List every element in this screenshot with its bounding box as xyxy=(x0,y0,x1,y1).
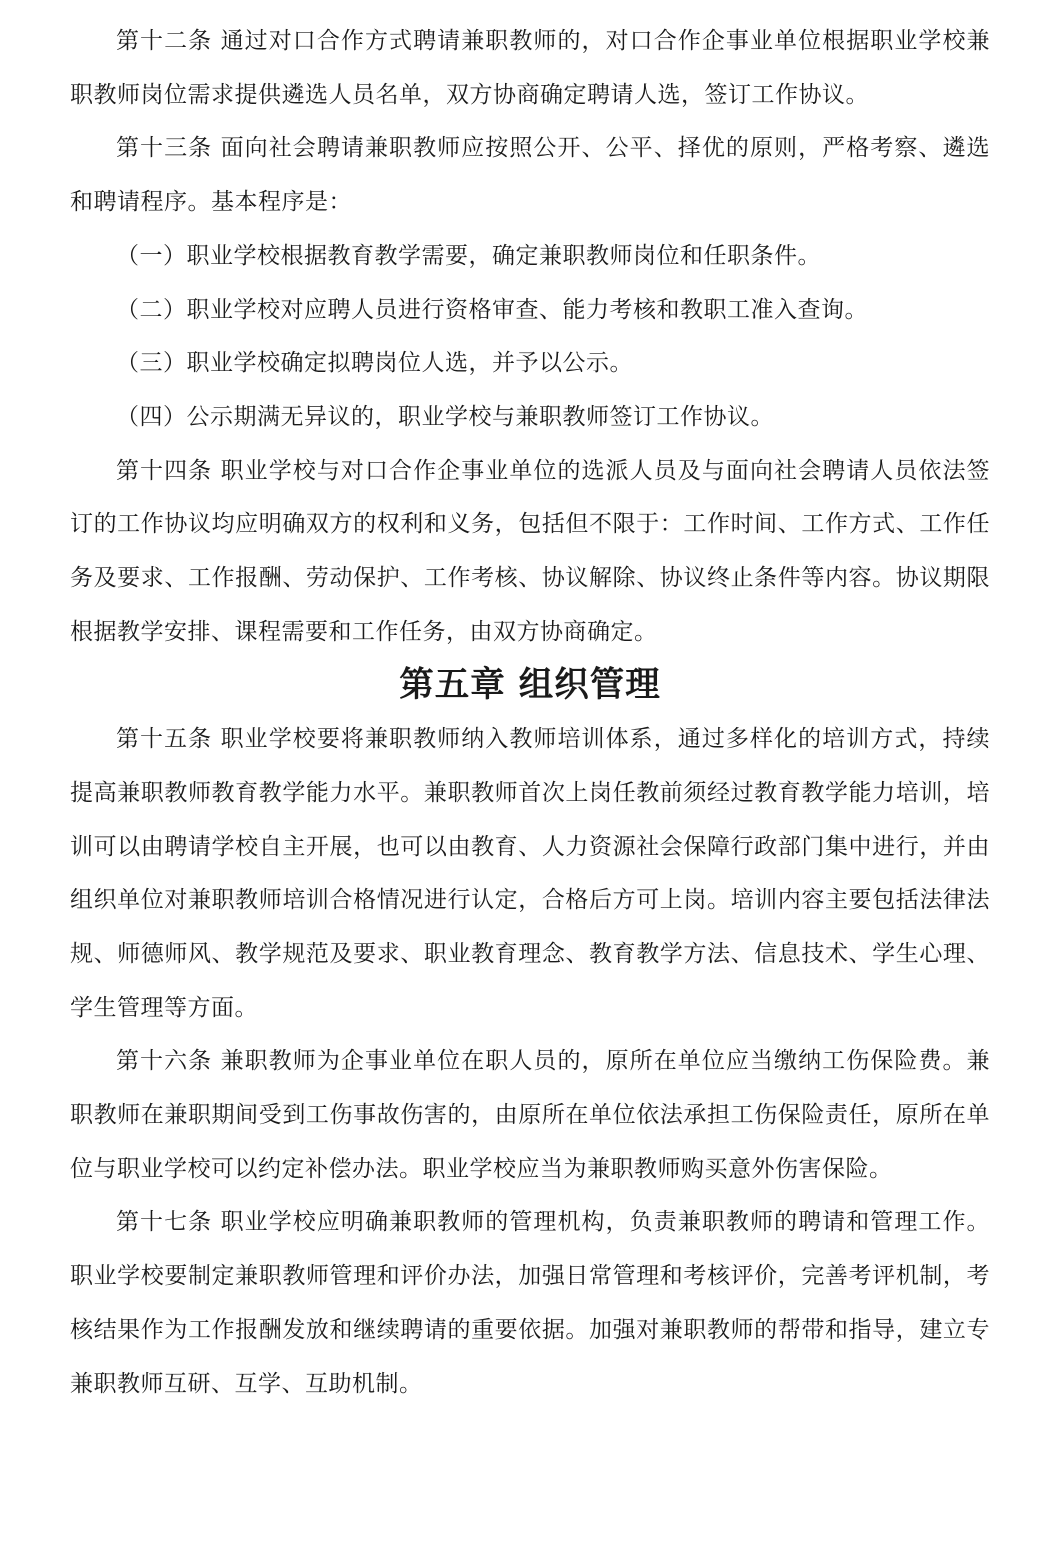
procedure-step-1: （一）职业学校根据教育教学需要，确定兼职教师岗位和任职条件。 xyxy=(116,242,821,269)
article-12: 第十二条 通过对口合作方式聘请兼职教师的，对口合作企事业单位根据职业学校兼职教师岗位需求提供遴选人员名单，双方协商确定聘请人选，签订工作协议。 xyxy=(70,28,990,108)
article-17: 第十七条 职业学校应明确兼职教师的管理机构，负责兼职教师的聘请和管理工作。职业学校要制定兼职教师管理和评价办法，加强日常管理和考核评价，完善考评机制，考核结果作为工作报酬发放和继续聘请的重要依据。加强对兼职教师的帮带和指导，建立专兼职教师互研、互学、互助机制。 xyxy=(70,1209,990,1397)
article-14: 第十四条 职业学校与对口合作企事业单位的选派人员及与面向社会聘请人员依法签订的工作协议均应明确双方的权利和义务，包括但不限于：工作时间、工作方式、工作任务及要求、工作报酬、劳动保护、工作考核、协议解除、协议终止条件等内容。协议期限根据教学安排、课程需要和工作任务，由双方协商确定。 xyxy=(70,457,990,645)
chapter-heading: 第五章 组织管理 xyxy=(399,665,661,706)
document-page xyxy=(70,15,990,1411)
article-16: 第十六条 兼职教师为企事业单位在职人员的，原所在单位应当缴纳工伤保险费。兼职教师在兼职期间受到工伤事故伤害的，由原所在单位依法承担工伤保险责任，原所在单位与职业学校可以约定补偿办法。职业学校应当为兼职教师购买意外伤害保险。 xyxy=(70,1048,990,1182)
article-15: 第十五条 职业学校要将兼职教师纳入教师培训体系，通过多样化的培训方式，持续提高兼职教师教育教学能力水平。兼职教师首次上岗任教前须经过教育教学能力培训，培训可以由聘请学校自主开展，也可以由教育、人力资源社会保障行政部门集中进行，并由组织单位对兼职教师培训合格情况进行认定，合格后方可上岗。培训内容主要包括法律法规、师德师风、教学规范及要求、职业教育理念、教育教学方法、信息技术、学生心理、学生管理等方面。 xyxy=(70,726,990,1021)
procedure-step-4: （四）公示期满无异议的，职业学校与兼职教师签订工作协议。 xyxy=(116,403,774,430)
procedure-step-2: （二）职业学校对应聘人员进行资格审查、能力考核和教职工准入查询。 xyxy=(116,296,868,323)
procedure-step-3: （三）职业学校确定拟聘岗位人选，并予以公示。 xyxy=(116,350,633,377)
article-13: 第十三条 面向社会聘请兼职教师应按照公开、公平、择优的原则，严格考察、遴选和聘请程序。基本程序是： xyxy=(70,135,990,216)
